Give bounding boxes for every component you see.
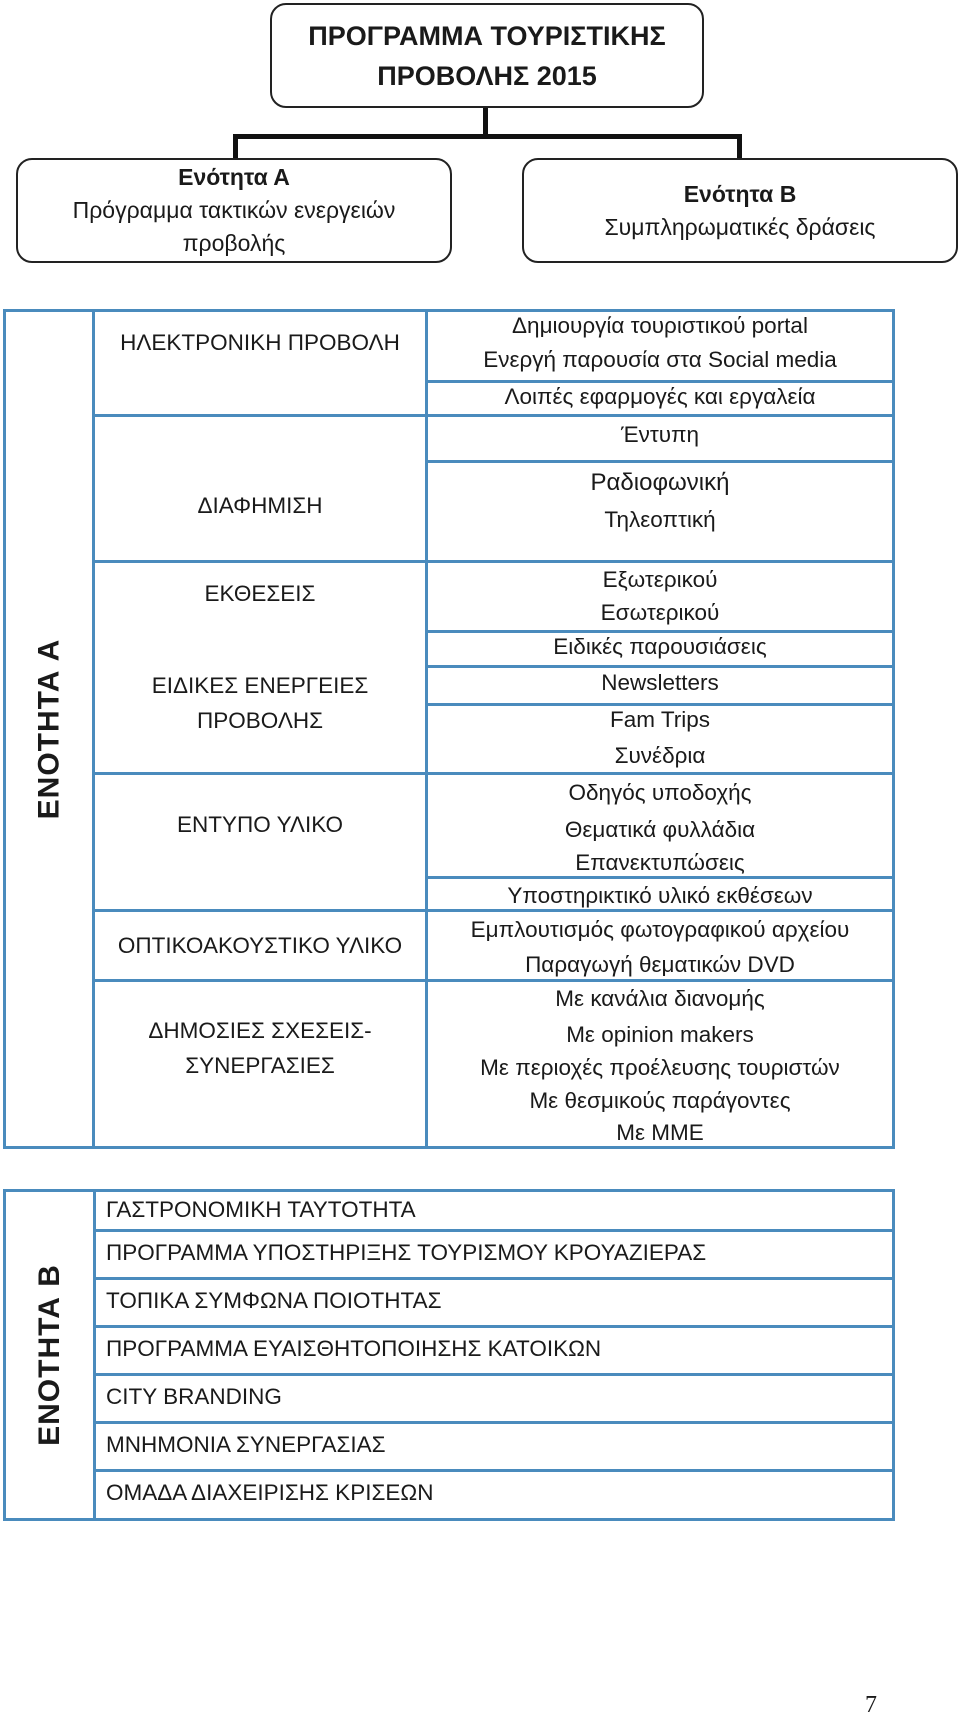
list-item: Εσωτερικού <box>600 600 720 625</box>
section-a-desc-line2: προβολής <box>182 230 286 256</box>
table-a-item-divider-3 <box>425 460 895 463</box>
list-item: Παραγωγή θεματικών DVD <box>525 952 795 977</box>
category-label: ΕΚΘΕΣΕΙΣ <box>204 580 316 606</box>
table-a-cat-divider-3 <box>92 772 428 775</box>
list-item: Ραδιοφωνική <box>590 469 730 496</box>
table-b-label: ΕΝΟΤΗΤΑ Β <box>32 1264 66 1446</box>
list-item: Με περιοχές προέλευσης τουριστών <box>480 1055 840 1080</box>
list-item: Με opinion makers <box>566 1022 754 1047</box>
list-item: ΜΝΗΜΟΝΙΑ ΣΥΝΕΡΓΑΣΙΑΣ <box>106 1432 386 1457</box>
list-item: Συνέδρια <box>614 743 706 768</box>
program-title-line2: ΠΡΟΒΟΛΗΣ 2015 <box>377 60 597 91</box>
category-printed-material <box>95 802 425 846</box>
category-label: ΗΛΕΚΤΡΟΝΙΚΗ ΠΡΟΒΟΛΗ <box>120 329 400 355</box>
list-item: ΠΡΟΓΡΑΜΜΑ ΥΠΟΣΤΗΡΙΞΗΣ ΤΟΥΡΙΣΜΟΥ ΚΡΟΥΑΖΙΕΡΑΣ <box>106 1240 707 1265</box>
category-electronic-promotion <box>95 312 425 372</box>
table-a-cat-divider-1 <box>92 414 428 417</box>
table-a-cat-divider-4 <box>92 909 428 912</box>
category-public-relations <box>95 1010 425 1086</box>
table-b-row-divider-4 <box>93 1373 895 1376</box>
category-label: ΕΝΤΥΠΟ ΥΛΙΚΟ <box>176 811 344 837</box>
list-item: CITY BRANDING <box>106 1384 282 1409</box>
category-label-line2: ΠΡΟΒΟΛΗΣ <box>196 708 324 733</box>
section-a-heading: Ενότητα Α <box>178 164 290 190</box>
table-b-row-divider-5 <box>93 1421 895 1424</box>
list-item: ΠΡΟΓΡΑΜΜΑ ΕΥΑΙΣΘΗΤΟΠΟΙΗΣΗΣ ΚΑΤΟΙΚΩΝ <box>106 1336 602 1361</box>
category-advertising <box>95 468 425 542</box>
table-a-cat-divider-5 <box>92 979 428 982</box>
section-a-box <box>16 158 452 263</box>
list-item: ΓΑΣΤΡΟΝΟΜΙΚΗ ΤΑΥΤΟΤΗΤΑ <box>106 1197 416 1222</box>
section-b-desc-line1: Συμπληρωματικές δράσεις <box>604 213 876 240</box>
list-item: Υποστηρικτικό υλικό εκθέσεων <box>507 883 813 908</box>
table-a-label-cell <box>6 312 92 1146</box>
list-item: Λοιπές εφαρμογές και εργαλεία <box>504 384 816 409</box>
section-b-box <box>522 158 958 263</box>
table-b-row-divider-3 <box>93 1325 895 1328</box>
table-a-cat-divider-2 <box>92 560 428 563</box>
connector-horizontal-bar <box>233 134 741 139</box>
list-item: Θεματικά φυλλάδια <box>564 817 756 842</box>
category-label: ΕΙΔΙΚΕΣ ΕΝΕΡΓΕΙΕΣ <box>151 673 369 698</box>
table-b-row-divider-1 <box>93 1229 895 1232</box>
list-item: Επανεκτυπώσεις <box>575 850 745 875</box>
category-special-promotion <box>95 665 425 741</box>
table-b-bottom-border <box>3 1518 895 1521</box>
table-b-row-divider-2 <box>93 1277 895 1280</box>
page-number: 7 <box>865 1692 877 1718</box>
table-a-right-border <box>892 309 895 1149</box>
table-a-label: ΕΝΟΤΗΤΑ Α <box>32 638 65 820</box>
list-item: Με θεσμικούς παράγοντες <box>529 1088 791 1113</box>
connector-vertical-stem <box>483 108 488 136</box>
list-item: Με ΜΜΕ <box>616 1120 704 1145</box>
list-item: Fam Trips <box>609 707 710 732</box>
list-item: Έντυπη <box>620 422 700 447</box>
table-a-item-divider-2 <box>425 414 895 417</box>
category-label: ΔΗΜΟΣΙΕΣ ΣΧΕΣΕΙΣ- <box>148 1018 372 1043</box>
list-item: Με κανάλια διανομής <box>555 986 765 1011</box>
section-a-desc-line1: Πρόγραμμα τακτικών ενεργειών <box>72 197 396 223</box>
category-audiovisual-material <box>95 923 425 967</box>
table-b-top-border <box>3 1189 895 1192</box>
category-label: ΔΙΑΦΗΜΙΣΗ <box>197 492 323 518</box>
list-item: Ενεργή παρουσία στα Social media <box>483 347 837 372</box>
list-item: Εμπλουτισμός φωτογραφικού αρχείου <box>470 917 850 942</box>
table-b-row-divider-6 <box>93 1469 895 1472</box>
table-a-col2-divider <box>425 309 428 1149</box>
list-item: Δημιουργία τουριστικού portal <box>512 313 808 338</box>
list-item: ΤΟΠΙΚΑ ΣΥΜΦΩΝΑ ΠΟΙΟΤΗΤΑΣ <box>106 1288 442 1313</box>
category-exhibitions <box>95 573 425 613</box>
program-title-line1: ΠΡΟΓΡΑΜΜΑ ΤΟΥΡΙΣΤΙΚΗΣ <box>308 20 666 51</box>
list-item: Εξωτερικού <box>602 567 718 592</box>
list-item: Ειδικές παρουσιάσεις <box>553 634 767 659</box>
list-item: Οδηγός υποδοχής <box>568 780 752 805</box>
list-item: Τηλεοπτική <box>604 507 716 532</box>
section-b-heading: Ενότητα Β <box>683 180 797 207</box>
category-label: ΟΠΤΙΚΟΑΚΟΥΣΤΙΚΟ ΥΛΙΚΟ <box>117 932 403 958</box>
list-item: Newsletters <box>601 670 719 695</box>
program-title-box <box>270 3 704 108</box>
list-item: ΟΜΑΔΑ ΔΙΑΧΕΙΡΙΣΗΣ ΚΡΙΣΕΩΝ <box>106 1480 434 1505</box>
connector-left-drop <box>233 134 238 160</box>
category-label-line2: ΣΥΝΕΡΓΑΣΙΕΣ <box>185 1053 335 1078</box>
table-b-label-cell <box>6 1192 93 1518</box>
connector-right-drop <box>737 134 742 160</box>
